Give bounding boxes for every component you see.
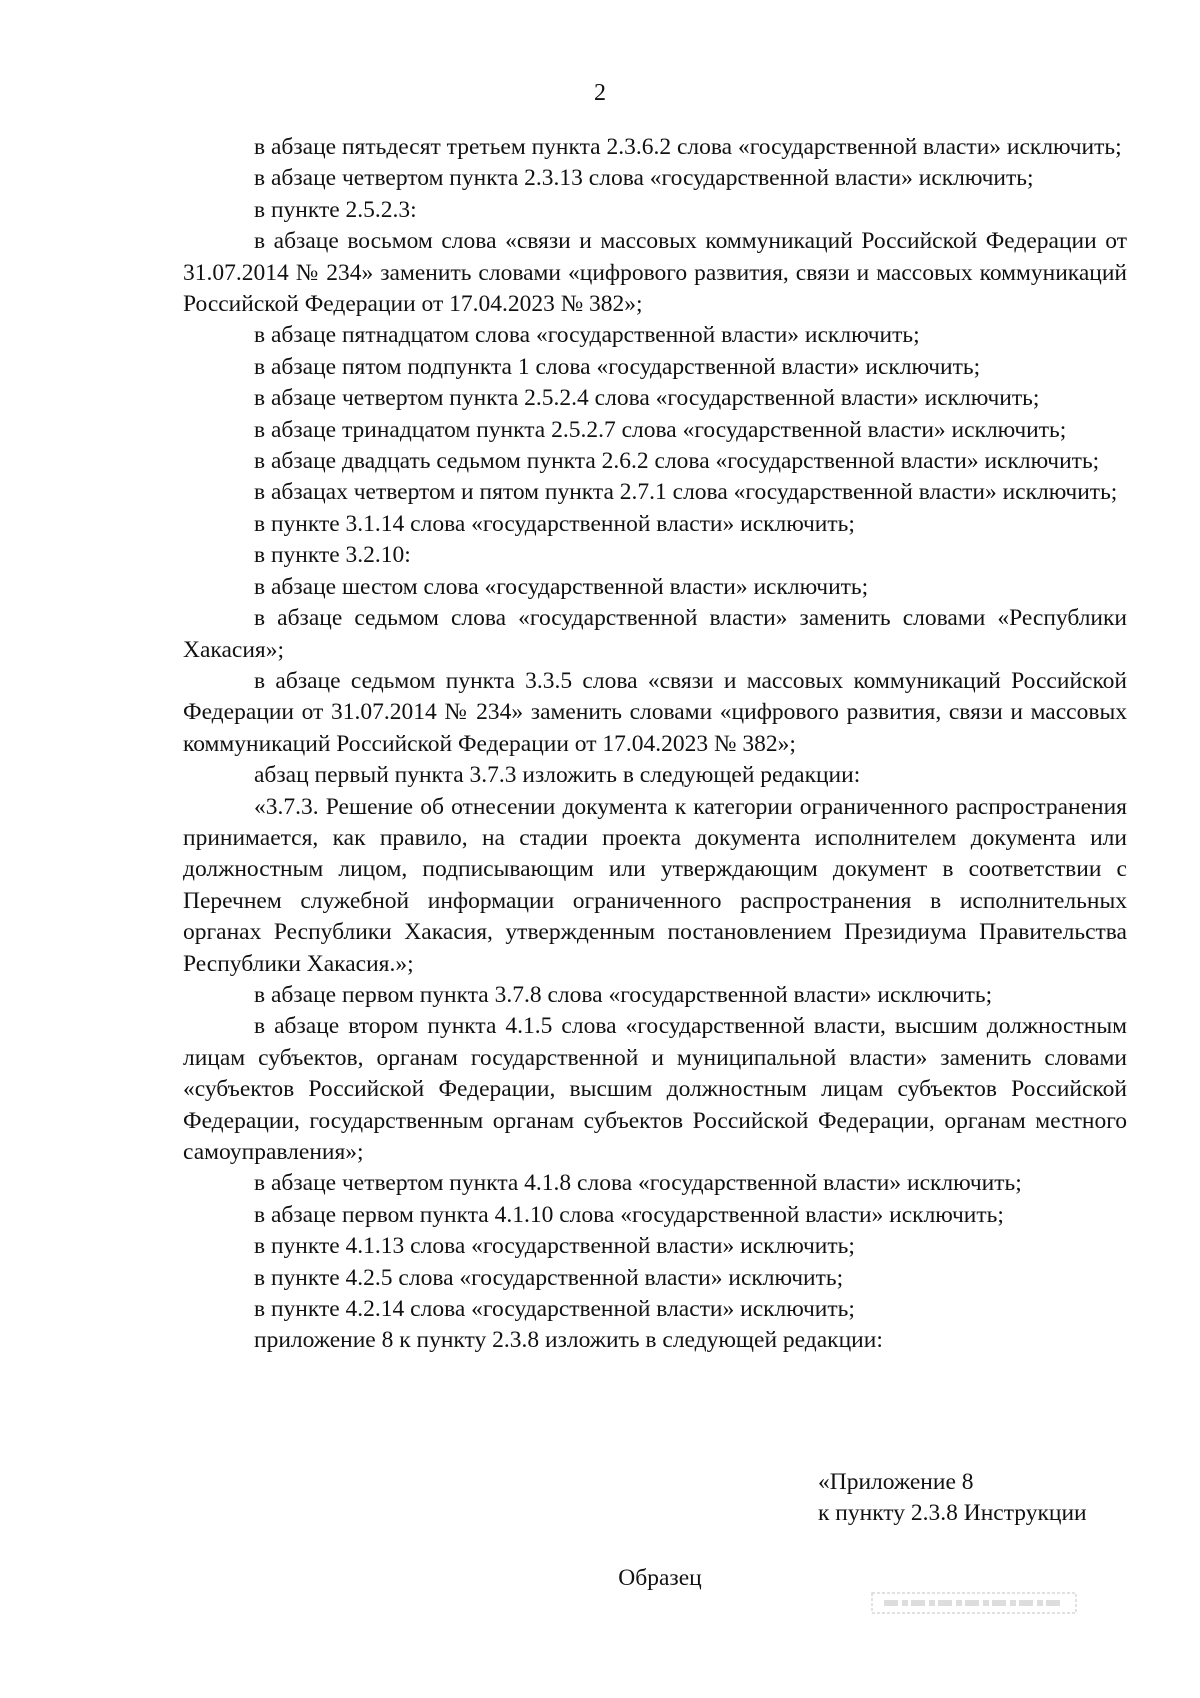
paragraph: в абзаце первом пункта 4.1.10 слова «государственной власти» исключить; (254, 1201, 1004, 1228)
paragraph: в абзаце четвертом пункта 2.3.13 слова «государственной власти» исключить; (254, 165, 1034, 192)
appendix-reference-line-2: к пункту 2.3.8 Инструкции (818, 1500, 1087, 1527)
page-number: 2 (594, 80, 606, 106)
paragraph: в абзаце втором пункта 4.1.5 слова «государственной власти, высшим должностным лицам субъектов, органам государственной и муниципальной власти» заменить словами «субъектов Российской Федерации, высшим должностным лицам субъектов Российской Федерации, государственным органам субъектов Российской Федерации, органам местного самоуправления»; (183, 1013, 1127, 1165)
paragraph: в абзаце пятом подпункта 1 слова «государственной власти» исключить; (254, 353, 981, 380)
paragraph: в пункте 3.1.14 слова «государственной власти» исключить; (254, 510, 855, 537)
paragraph: абзац первый пункта 3.7.3 изложить в следующей редакции: (254, 762, 861, 789)
faint-stamp-icon (868, 1588, 1080, 1618)
appendix-reference-line-1: «Приложение 8 (818, 1469, 974, 1495)
paragraph: в абзаце восьмом слова «связи и массовых коммуникаций Российской Федерации от 31.07.2014 № 234» заменить словами «цифрового развития, связи и массовых коммуникаций Российской Федерации от 17.04.2023 № 382»; (183, 228, 1127, 318)
paragraph: в абзацах четвертом и пятом пункта 2.7.1 слова «государственной власти» исключить; (254, 479, 1118, 506)
paragraph: в пункте 2.5.2.3: (254, 196, 417, 223)
paragraph: в абзаце двадцать седьмом пункта 2.6.2 слова «государственной власти» исключить; (254, 448, 1100, 475)
sample-title: Образец (618, 1565, 702, 1591)
paragraph: в пункте 3.2.10: (254, 542, 411, 569)
paragraph: в абзаце седьмом пункта 3.3.5 слова «связи и массовых коммуникаций Российской Федерации от 31.07.2014 № 234» заменить словами «цифрового развития, связи и массовых коммуникаций Российской Федерации от 17.04.2023 № 382»; (183, 667, 1127, 757)
paragraph: в абзаце шестом слова «государственной власти» исключить; (254, 573, 869, 600)
paragraph: в абзаце четвертом пункта 2.5.2.4 слова «государственной власти» исключить; (254, 385, 1040, 412)
paragraph: приложение 8 к пункту 2.3.8 изложить в следующей редакции: (254, 1327, 883, 1354)
paragraph: в абзаце пятнадцатом слова «государственной власти» исключить; (254, 322, 920, 349)
paragraph: в абзаце тринадцатом пункта 2.5.2.7 слова «государственной власти» исключить; (254, 416, 1067, 443)
paragraph: в пункте 4.2.5 слова «государственной власти» исключить; (254, 1264, 844, 1291)
paragraph: в абзаце седьмом слова «государственной власти» заменить словами «Республики Хакасия»; (183, 605, 1127, 663)
paragraph: в абзаце пятьдесят третьем пункта 2.3.6.2 слова «государственной власти» исключить; (254, 134, 1122, 160)
paragraph: в абзаце первом пункта 3.7.8 слова «государственной власти» исключить; (254, 981, 993, 1008)
appendix-reference (818, 1467, 1087, 1530)
paragraph: в пункте 4.1.13 слова «государственной власти» исключить; (254, 1233, 855, 1260)
paragraph: в абзаце четвертом пункта 4.1.8 слова «государственной власти» исключить; (254, 1170, 1022, 1197)
paragraph: в пункте 4.2.14 слова «государственной власти» исключить; (254, 1296, 855, 1323)
document-body (183, 132, 1127, 1357)
quoted-new-text-paragraph: «3.7.3. Решение об отнесении документа к категории ограниченного распространения принимается, как правило, на стадии проекта документа исполнителем документа или должностным лицом, подписывающим или утверждающим документ в соответствии с Перечнем служебной информации ограниченного распространения в исполнительных органах Республики Хакасия, утвержденным постановлением Президиума Правительства Республики Хакасия.»; (183, 793, 1127, 977)
